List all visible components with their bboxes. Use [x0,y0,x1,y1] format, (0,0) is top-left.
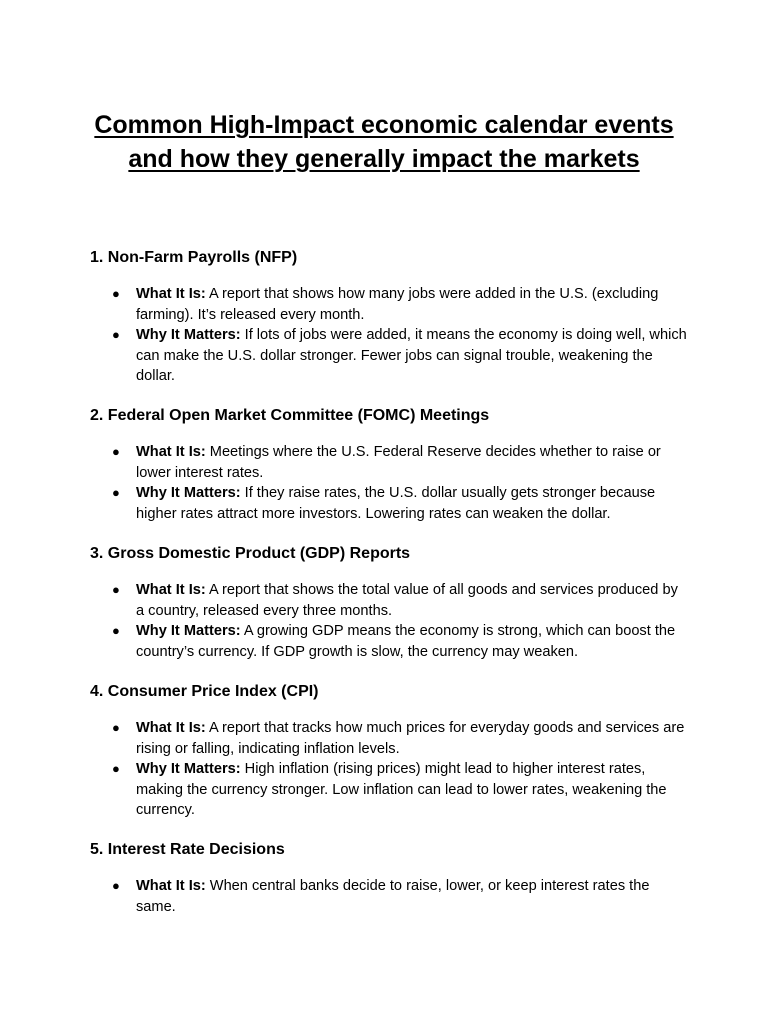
item-text: If lots of jobs were added, it means the economy is doing well, which can make the U.S. dollar stronger. Fewer jobs can signal trouble, weakening the dollar. [136,327,687,385]
list-item [90,442,690,483]
bullet-list [90,718,690,821]
item-term: Why It Matters: [136,623,241,640]
item-text: Meetings where the U.S. Federal Reserve decides whether to raise or lower interest rates. [136,444,661,481]
page-title [60,108,708,176]
list-item [90,325,690,387]
section-heading: 5. Interest Rate Decisions [90,841,285,858]
section-gdp [90,544,690,662]
bullet-list [90,876,690,917]
item-term: Why It Matters: [136,485,241,502]
title-line-1: Common High-Impact economic calendar events [94,111,674,139]
bullet-icon: ● [112,878,120,893]
item-term: What It Is: [136,720,206,736]
bullet-icon: ● [112,327,120,343]
section-nfp [90,248,690,387]
bullet-icon: ● [112,444,120,459]
item-text: When central banks decide to raise, lower, or keep interest rates the same. [136,878,650,915]
section-fomc [90,406,690,524]
item-term: What It Is: [136,444,206,460]
list-item [90,483,690,524]
item-term: What It Is: [136,878,206,894]
bullet-icon: ● [112,761,120,777]
bullet-icon: ● [112,286,120,301]
bullet-list [90,442,690,524]
item-text: A report that shows how many jobs were added in the U.S. (excluding farming). It’s released every month. [136,286,659,323]
list-item [90,876,690,917]
item-text: A report that shows the total value of all goods and services produced by a country, released every three months. [136,582,678,619]
section-cpi [90,682,690,821]
item-text: High inflation (rising prices) might lead to higher interest rates, making the currency stronger. Low inflation can lead to lower rates, weakening the currency. [136,761,667,819]
item-text: If they raise rates, the U.S. dollar usually gets stronger because higher rates attract more investors. Lowering rates can weaken the dollar. [136,485,656,522]
list-item [90,718,690,759]
list-item [90,580,690,621]
item-term: What It Is: [136,286,206,302]
bullet-list [90,284,690,387]
section-heading: 1. Non-Farm Payrolls (NFP) [90,249,298,266]
item-term: Why It Matters: [136,327,241,344]
bullet-icon: ● [112,582,120,597]
item-text: A growing GDP means the economy is strong, which can boost the country’s currency. If GDP growth is slow, the currency may weaken. [136,623,676,660]
section-interest-rate [90,840,690,917]
item-text: A report that tracks how much prices for everyday goods and services are rising or falling, indicating inflation levels. [136,720,685,757]
item-term: Why It Matters: [136,761,241,778]
title-line-2: and how they generally impact the markets [128,145,640,173]
bullet-list [90,580,690,662]
bullet-icon: ● [112,485,120,501]
section-heading: 3. Gross Domestic Product (GDP) Reports [90,545,411,562]
bullet-icon: ● [112,720,120,735]
section-heading: 4. Consumer Price Index (CPI) [90,683,319,700]
list-item [90,284,690,325]
list-item [90,759,690,821]
item-term: What It Is: [136,582,206,598]
section-heading: 2. Federal Open Market Committee (FOMC) Meetings [90,407,490,424]
bullet-icon: ● [112,623,120,639]
list-item [90,621,690,662]
